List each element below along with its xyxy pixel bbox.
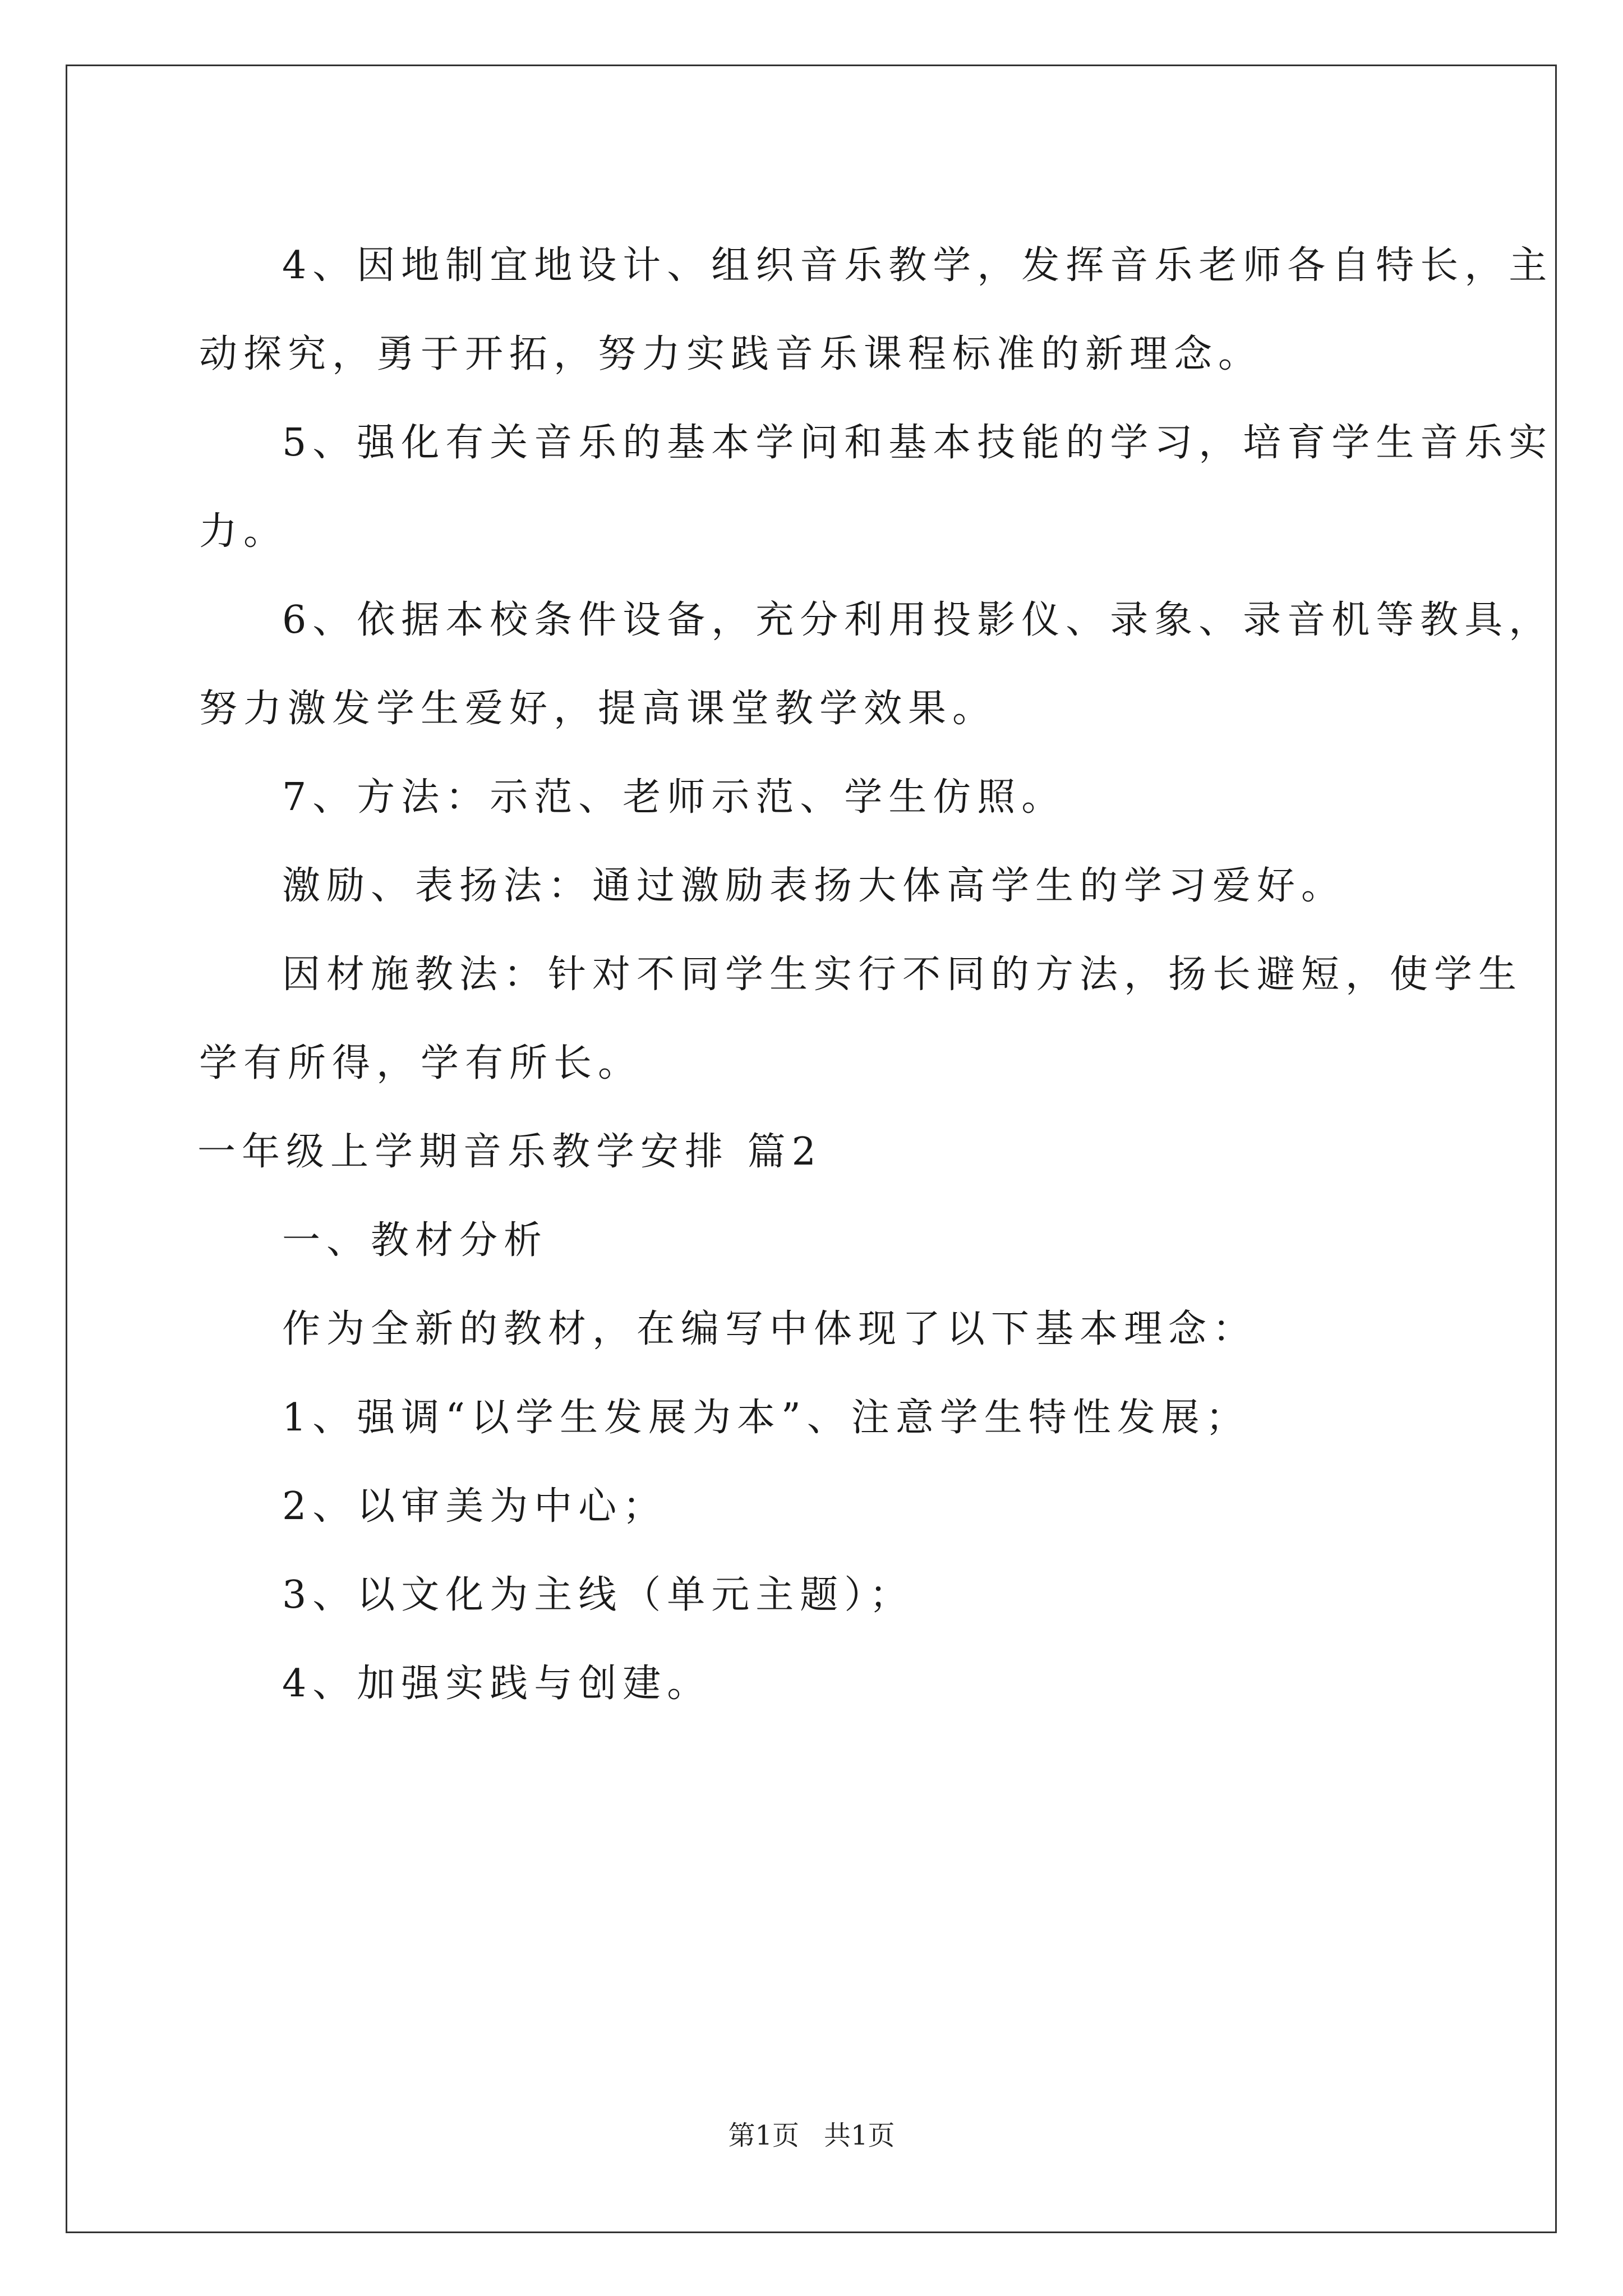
document-body <box>197 222 1553 1728</box>
concept-item-1: 1、强调“以学生发展为本”、注意学生特性发展； <box>282 1396 1250 1440</box>
section-intro-paragraph: 作为全新的教材，在编写中体现了以下基本理念： <box>282 1307 1257 1351</box>
concept-item-2: 2、以审美为中心； <box>282 1484 667 1529</box>
section-heading-textbook-analysis: 一、教材分析 <box>282 1218 548 1263</box>
paragraph-item-6-line-2: 努力激发学生爱好，提高课堂教学效果。 <box>199 687 997 731</box>
page-number: 第1页 <box>728 2120 799 2151</box>
paragraph-item-5-line-2: 力。 <box>199 509 288 554</box>
paragraph-item-4-line-1: 4、因地制宜地设计、组织音乐教学，发挥音乐老师各自特长，主 <box>282 243 1553 288</box>
concept-item-3: 3、以文化为主线（单元主题）； <box>282 1573 914 1617</box>
page-footer <box>0 2114 1623 2152</box>
concept-item-4: 4、加强实践与创建。 <box>282 1662 712 1706</box>
paragraph-item-5-line-1: 5、强化有关音乐的基本学问和基本技能的学习，培育学生音乐实 <box>282 421 1553 465</box>
paragraph-encouragement-method: 激励、表扬法：通过激励表扬大体高学生的学习爱好。 <box>282 864 1346 908</box>
section-title: 一年级上学期音乐教学安排 篇2 <box>197 1130 822 1174</box>
paragraph-item-7: 7、方法：示范、老师示范、学生仿照。 <box>282 775 1066 820</box>
paragraph-item-6-line-1: 6、依据本校条件设备，充分利用投影仪、录象、录音机等教具， <box>282 598 1553 642</box>
paragraph-individualized-method-line-2: 学有所得，学有所长。 <box>199 1041 643 1085</box>
page-total: 共1页 <box>824 2120 895 2151</box>
paragraph-item-4-line-2: 动探究，勇于开拓，努力实践音乐课程标准的新理念。 <box>199 332 1263 376</box>
paragraph-individualized-method-line-1: 因材施教法：针对不同学生实行不同的方法，扬长避短，使学生 <box>282 953 1523 997</box>
